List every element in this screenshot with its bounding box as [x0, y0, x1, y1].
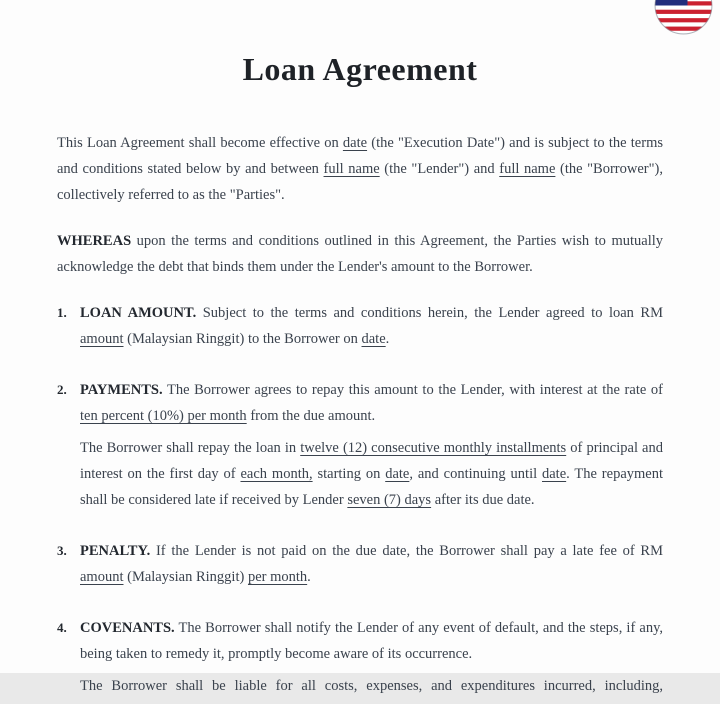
list-item-payments: [57, 377, 663, 518]
list-item-loan-amount: [57, 300, 663, 357]
covenants-paragraph: COVENANTS. The Borrower shall notify the Lender of any event of default, and the steps, if any, being taken to remedy it, promptly become aware of its occurrence.: [80, 620, 663, 662]
payments-paragraph: PAYMENTS. The Borrower agrees to repay this amount to the Lender, with interest at the rate of ten percent (10%) per month from the due amount.: [80, 382, 663, 424]
document-header: [57, 0, 663, 88]
whereas-paragraph: WHEREAS upon the terms and conditions outlined in this Agreement, the Parties wish to mutually acknowledge the debt that binds them under the Lender's amount to the Borrower.: [57, 233, 663, 275]
list-item-body: [80, 538, 663, 595]
list-item-body: [80, 377, 663, 518]
list-item-body: [80, 615, 663, 704]
penalty-paragraph: PENALTY. If the Lender is not paid on the due date, the Borrower shall pay a late fee of RM amount (Malaysian Ringgit) per month.: [80, 543, 663, 585]
loan-amount-paragraph: LOAN AMOUNT. Subject to the terms and conditions herein, the Lender agreed to loan RM amount (Malaysian Ringgit) to the Borrower on date.: [80, 305, 663, 347]
list-item-covenants: [57, 615, 663, 704]
payments-subparagraph: The Borrower shall repay the loan in twelve (12) consecutive monthly installments of principal and interest on the first day of each month, starting on date, and continuing until date. The repayment shall be considered late if received by Lender seven (7) days after its due date.: [80, 440, 663, 508]
list-number: 3.: [57, 543, 67, 558]
list-item-body: [80, 300, 663, 357]
malaysia-flag-icon: [654, 0, 713, 35]
document-title: Loan Agreement: [242, 51, 478, 87]
covenants-subparagraph-clipped: The Borrower shall be liable for all costs, expenses, and expenditures incurred, including,: [80, 678, 663, 694]
intro-paragraph: This Loan Agreement shall become effective on date (the "Execution Date") and is subject to the terms and conditions stated below by and between full name (the "Lender") and full name (the "Borrower"), collectively referred to as the "Parties".: [57, 135, 663, 203]
list-number: 2.: [57, 382, 67, 397]
list-item-penalty: [57, 538, 663, 595]
list-number: 4.: [57, 620, 67, 635]
list-number: 1.: [57, 305, 67, 320]
